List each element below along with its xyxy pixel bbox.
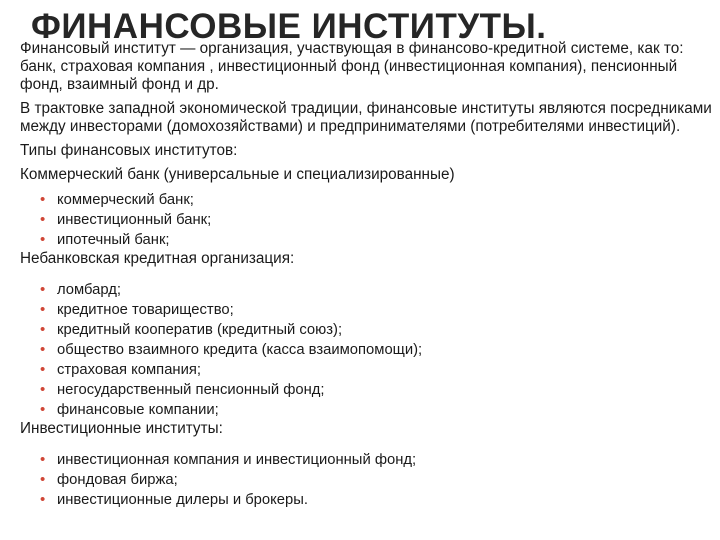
section-heading-non-bank: Небанковская кредитная организация: [20, 250, 295, 267]
list-item: • ипотечный банк; [36, 230, 716, 250]
list-item: • общество взаимного кредита (касса взаимопомощи); [36, 340, 716, 360]
investment-list [20, 450, 716, 510]
non-bank-list [20, 280, 716, 420]
list-item: • инвестиционный банк; [36, 210, 716, 230]
section-heading-investment: Инвестиционные институты: [20, 420, 223, 437]
slide-title: ФИНАНСОВЫЕ ИНСТИТУТЫ. [31, 7, 547, 46]
list-item: • страховая компания; [36, 360, 716, 380]
section-heading-commercial-bank: Коммерческий банк (универсальные и специализированные) [20, 166, 455, 183]
types-intro: Типы финансовых институтов: [20, 142, 238, 159]
list-item: • кредитный кооператив (кредитный союз); [36, 320, 716, 340]
western-tradition-paragraph: В трактовке западной экономической традиции, финансовые институты являются посредниками между инвесторами (домохозяйствами) и предпринимателями (потребителями инвестиций). [20, 100, 712, 135]
slide-content [20, 40, 716, 510]
list-item: • ломбард; [36, 280, 716, 300]
definition-paragraph: Финансовый институт — организация, участвующая в финансово-кредитной системе, как то: банк, страховая компания , инвестиционный фонд (инвестиционная компания), пенсионный фонд, взаимный фонд и др. [20, 40, 684, 93]
list-item: • инвестиционная компания и инвестиционный фонд; [36, 450, 716, 470]
list-item: • кредитное товарищество; [36, 300, 716, 320]
list-item: • инвестиционные дилеры и брокеры. [36, 490, 716, 510]
list-item: • негосударственный пенсионный фонд; [36, 380, 716, 400]
commercial-bank-list [20, 190, 716, 250]
list-item: • финансовые компании; [36, 400, 716, 420]
list-item: • коммерческий банк; [36, 190, 716, 210]
list-item: • фондовая биржа; [36, 470, 716, 490]
